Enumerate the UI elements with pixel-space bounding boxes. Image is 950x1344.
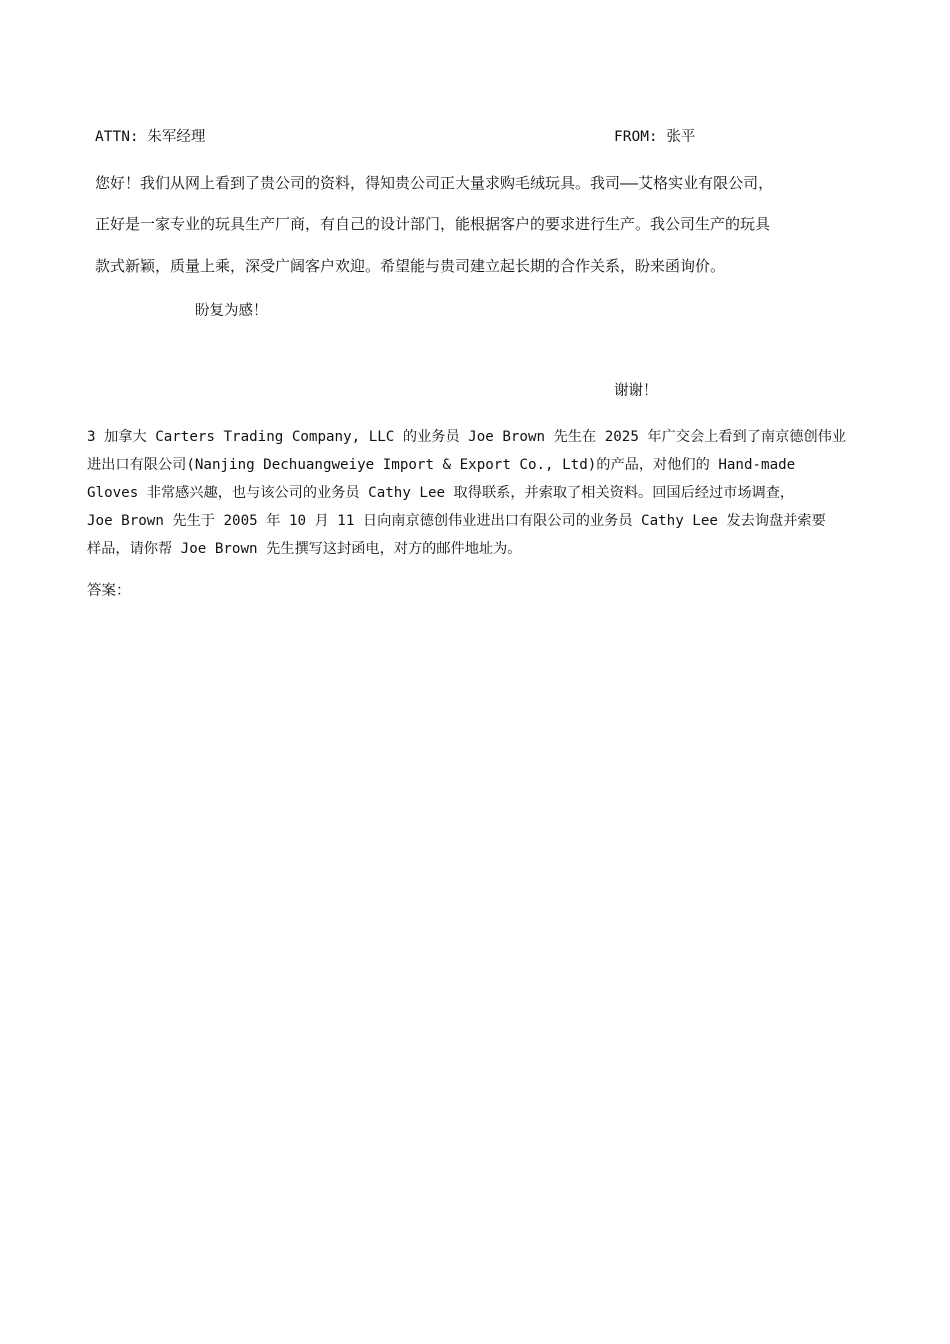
question-line-2: 进出口有限公司(Nanjing Dechuangweiye Import & Export Co., Ltd)的产品，对他们的 Hand-made: [87, 457, 796, 473]
attn-line: ATTN: 朱军经理: [95, 129, 206, 145]
letter-body-line-1: 您好！我们从网上看到了贵公司的资料，得知贵公司正大量求购毛绒玩具。我司——艾格实业有限公司，: [95, 174, 774, 192]
question-line-1: 3 加拿大 Carters Trading Company, LLC 的业务员 Joe Brown 先生在 2025 年广交会上看到了南京德创伟业: [87, 429, 847, 445]
letter-body-line-3: 款式新颖，质量上乘，深受广阔客户欢迎。希望能与贵司建立起长期的合作关系，盼来函询价。: [95, 257, 726, 275]
letter-closing: 盼复为感！: [195, 303, 268, 319]
question-line-3: Gloves 非常感兴趣，也与该公司的业务员 Cathy Lee 取得联系，并索取了相关资料。回国后经过市场调查，: [87, 485, 795, 501]
from-line: FROM: 张平: [614, 129, 696, 145]
letter-thanks: 谢谢！: [614, 383, 658, 399]
question-line-4: Joe Brown 先生于 2005 年 10 月 11 日向南京德创伟业进出口有限公司的业务员 Cathy Lee 发去询盘并索要: [87, 513, 826, 529]
answer-label: 答案：: [87, 583, 131, 599]
question-line-5: 样品，请你帮 Joe Brown 先生撰写这封函电，对方的邮件地址为。: [87, 541, 522, 557]
letter-body-line-2: 正好是一家专业的玩具生产厂商，有自己的设计部门，能根据客户的要求进行生产。我公司生产的玩具: [95, 215, 771, 233]
